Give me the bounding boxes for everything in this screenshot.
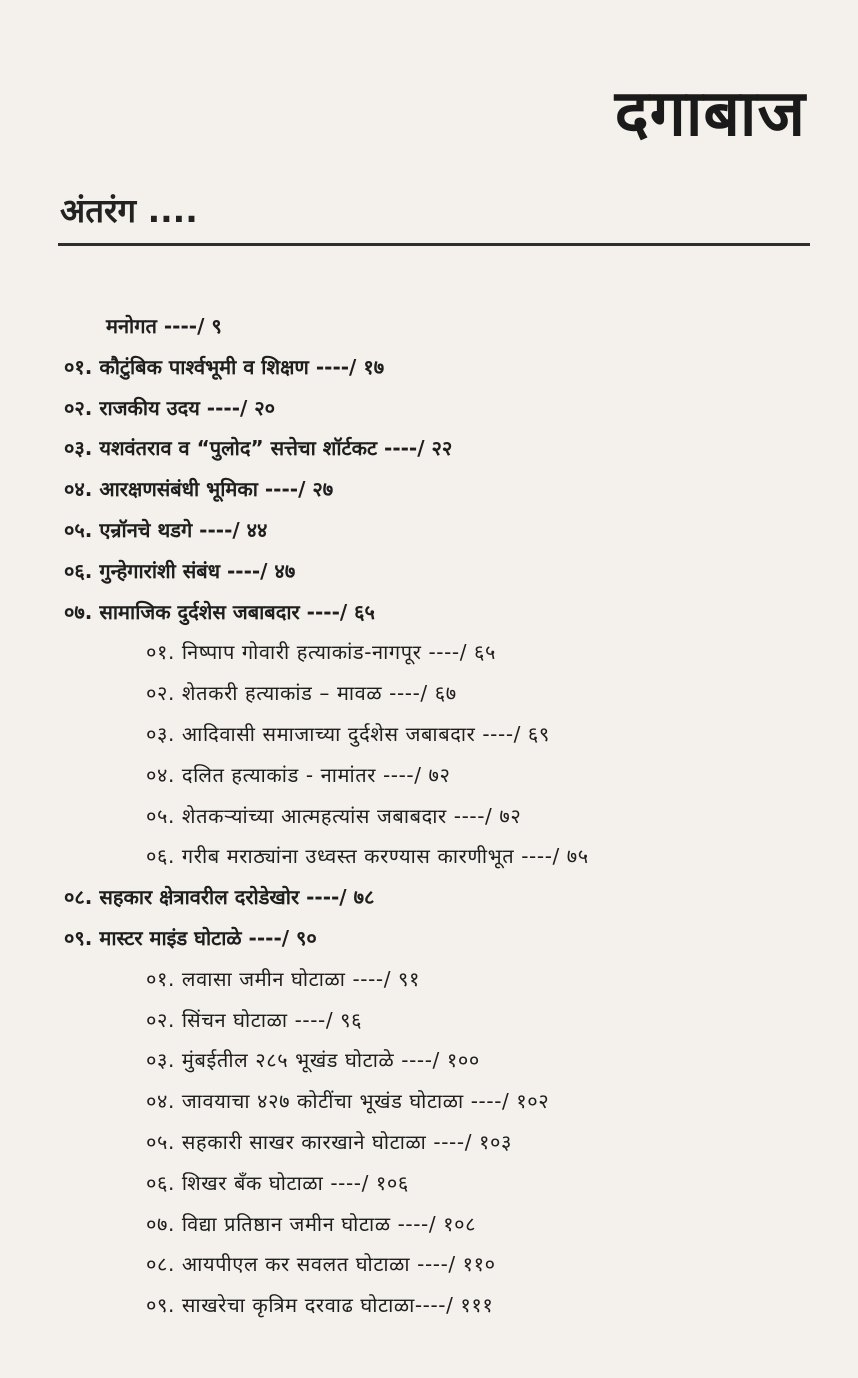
- toc-entry-text: मनोगत ----/ ९: [106, 314, 222, 338]
- toc-entry-text: ०४. आरक्षणसंबंधी भूमिका ----/ २७: [64, 477, 334, 502]
- toc-entry-text: ०३. आदिवासी समाजाच्या दुर्दशेस जबाबदार ----/ ६९: [146, 721, 550, 746]
- toc-entry-text: ०३. यशवंतराव व “पुलोद” सत्तेचा शॉर्टकट ----/ २२: [64, 436, 453, 461]
- toc-chapter-entry: [0, 592, 858, 633]
- toc-subentry: [0, 1122, 858, 1163]
- toc-chapter-entry: [0, 918, 858, 959]
- toc-subentry: [0, 714, 858, 755]
- toc-subentry: [0, 1000, 858, 1041]
- table-of-contents: [0, 306, 858, 1326]
- toc-entry-text: ०७. विद्या प्रतिष्ठान जमीन घोटाळ ----/ १०८: [146, 1211, 477, 1236]
- toc-entry-text: ०६. शिखर बँक घोटाळा ----/ १०६: [146, 1170, 409, 1195]
- toc-entry-text: ०३. मुंबईतील २८५ भूखंड घोटाळे ----/ १००: [146, 1048, 480, 1073]
- book-title: दगाबाज: [614, 77, 806, 151]
- toc-chapter-entry: [0, 428, 858, 469]
- toc-subentry: [0, 755, 858, 796]
- toc-chapter-entry: [0, 877, 858, 918]
- toc-entry-text: ०६. गुन्हेगारांशी संबंध ----/ ४७: [64, 558, 296, 583]
- toc-entry-text: ०५. सहकारी साखर कारखाने घोटाळा ----/ १०३: [146, 1129, 512, 1154]
- toc-subentry: [0, 1163, 858, 1204]
- toc-entry-text: ०७. सामाजिक दुर्दशेस जबाबदार ----/ ६५: [64, 599, 375, 624]
- toc-subentry: [0, 1285, 858, 1326]
- toc-subentry: [0, 673, 858, 714]
- toc-entry-text: ०१. कौटुंबिक पार्श्वभूमी व शिक्षण ----/ १७: [64, 354, 385, 379]
- toc-chapter-entry: [0, 347, 858, 388]
- toc-chapter-entry: [0, 510, 858, 551]
- toc-subentry: [0, 959, 858, 1000]
- toc-chapter-entry: [0, 388, 858, 429]
- toc-subentry: [0, 1244, 858, 1285]
- toc-subentry: [0, 796, 858, 837]
- toc-subentry: [0, 1040, 858, 1081]
- toc-entry-text: ०५. शेतकऱ्यांच्या आत्महत्यांस जबाबदार ----/ ७२: [146, 803, 522, 828]
- toc-entry-text: ०२. शेतकरी हत्याकांड – मावळ ----/ ६७: [146, 681, 457, 706]
- toc-entry-text: ०४. जावयाचा ४२७ कोटींचा भूखंड घोटाळा ----/ १०२: [146, 1089, 550, 1114]
- toc-entry-text: ०८. आयपीएल कर सवलत घोटाळा ----/ ११०: [146, 1252, 496, 1277]
- toc-subentry: [0, 1204, 858, 1245]
- heading-divider: [58, 243, 810, 246]
- contents-heading: अंतरंग ....: [60, 191, 198, 230]
- toc-subentry: [0, 632, 858, 673]
- toc-entry-text: ०१. निष्पाप गोवारी हत्याकांड-नागपूर ----/ ६५: [146, 640, 497, 665]
- toc-entry-text: ०५. एन्रॉनचे थडगे ----/ ४४: [64, 517, 268, 542]
- toc-entry-text: ०८. सहकार क्षेत्रावरील दरोडेखोर ----/ ७८: [64, 885, 375, 910]
- toc-entry-text: ०२. राजकीय उदय ----/ २०: [64, 395, 276, 420]
- toc-chapter-entry: [0, 469, 858, 510]
- toc-entry-text: ०९. मास्टर माइंड घोटाळे ----/ ९०: [64, 925, 317, 950]
- toc-subentry: [0, 1081, 858, 1122]
- toc-entry-text: ०१. लवासा जमीन घोटाळा ----/ ९१: [146, 966, 421, 991]
- toc-preface-entry: [0, 306, 858, 347]
- toc-entry-text: ०९. साखरेचा कृत्रिम दरवाढ घोटाळा----/ १११: [146, 1293, 494, 1318]
- toc-entry-text: ०६. गरीब मराठ्यांना उध्वस्त करण्यास कारणीभूत ----/ ७५: [146, 844, 589, 869]
- toc-chapter-entry: [0, 551, 858, 592]
- toc-entry-text: ०४. दलित हत्याकांड - नामांतर ----/ ७२: [146, 762, 451, 787]
- toc-entry-text: ०२. सिंचन घोटाळा ----/ ९६: [146, 1007, 363, 1032]
- toc-subentry: [0, 836, 858, 877]
